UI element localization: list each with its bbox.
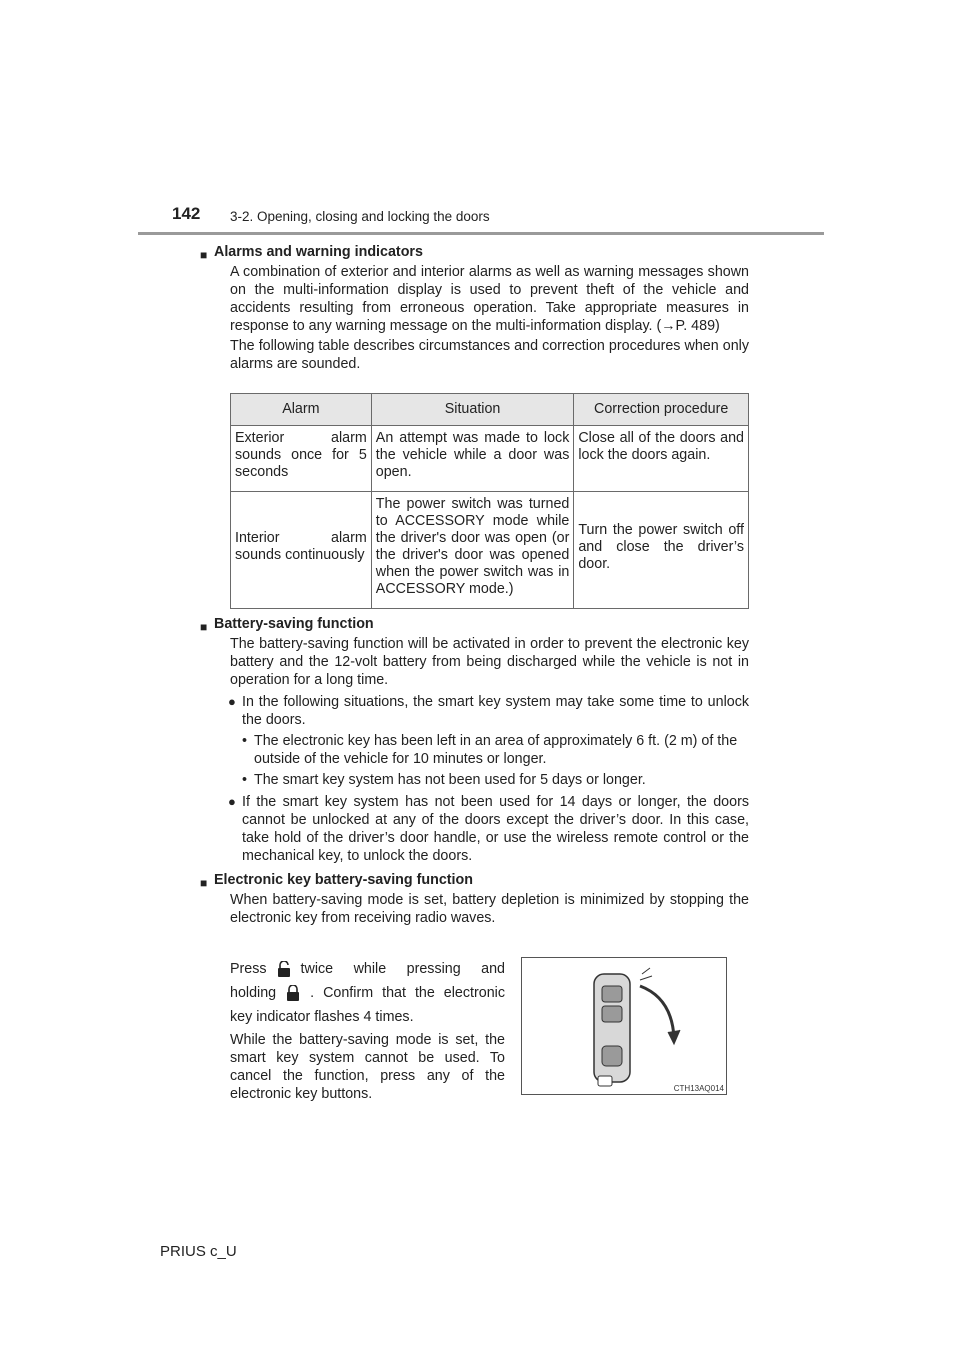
electronic-key-figure [521, 957, 727, 1095]
battery-heading: ■ Battery-saving function [200, 616, 374, 634]
table-header-cell: Correction procedure [574, 394, 749, 426]
circle-bullet-icon: ● [228, 794, 236, 809]
table-row [231, 426, 749, 492]
table-cell: Interior alarm sounds continuously [231, 492, 372, 609]
ekey-heading: ■ Electronic key battery-saving function [200, 872, 473, 890]
table-cell: Exterior alarm sounds once for 5 seconds [231, 426, 372, 492]
ekey-cancel-paragraph: While the battery-saving mode is set, the smart key system cannot be used. To cancel the function, press any of the electronic key buttons. [230, 1032, 505, 1102]
press-instruction: Press twice while pressing and holding . Confirm that the electronic key indicator flashes 4 times. [230, 961, 505, 1025]
alarms-heading: ■ Alarms and warning indicators [200, 244, 423, 262]
dot-bullet-icon: • [242, 733, 248, 749]
list-item: ● If the smart key system has not been used for 14 days or longer, the doors cannot be unlocked at any of the doors except the driver’s door. In this case, take hold of the driver’s door handle, or use the wireless remote control or the mechanical key, to unlock the doors. [228, 794, 749, 864]
electronic-key-illustration [522, 958, 726, 1094]
table-header-cell: Situation [371, 394, 574, 426]
alarms-paragraph: A combination of exterior and interior alarms as well as warning messages shown on the multi-information display is used to prevent theft of the vehicle and accidents resulting from erroneous operation. Take appropriate measures in response to any warning message on the multi-information display. (→P. 489) [230, 264, 749, 334]
table-cell: An attempt was made to lock the vehicle while a door was open. [371, 426, 574, 492]
list-item: • The smart key system has not been used for 5 days or longer. [242, 772, 646, 788]
ekey-paragraph: When battery-saving mode is set, battery depletion is minimized by stopping the electronic key from receiving radio waves. [230, 892, 749, 926]
header-rule [138, 232, 824, 235]
square-bullet-icon: ■ [200, 876, 208, 890]
table-cell: Close all of the doors and lock the doors again. [574, 426, 749, 492]
footer-model: PRIUS c_U [160, 1243, 237, 1260]
list-item: • The electronic key has been left in an area of approximately 6 ft. (2 m) of the outside of the vehicle for 10 minutes or longer. [242, 733, 738, 767]
table-row [231, 492, 749, 609]
alarm-table [230, 393, 749, 609]
content-area [200, 243, 749, 929]
page-number: 142 [172, 204, 201, 223]
square-bullet-icon: ■ [200, 248, 208, 262]
table-header-cell: Alarm [231, 394, 372, 426]
circle-bullet-icon: ● [228, 694, 236, 709]
lock-icon [286, 985, 300, 1001]
dot-bullet-icon: • [242, 772, 248, 788]
battery-paragraph: The battery-saving function will be activated in order to prevent the electronic key battery and the 12-volt battery from being discharged while the vehicle is not in operation for a long time. [230, 636, 749, 688]
table-header-row [231, 394, 749, 426]
table-cell: The power switch was turned to ACCESSORY mode while the driver's door was open (or the driver's door was opened when the power switch was in ACCESSORY mode.) [371, 492, 574, 609]
section-title: 3-2. Opening, closing and locking the doors [230, 209, 490, 224]
table-cell: Turn the power switch off and close the driver’s door. [574, 492, 749, 609]
square-bullet-icon: ■ [200, 620, 208, 634]
figure-code: CTH13AQ014 [673, 1084, 724, 1093]
ekey-instructions [230, 957, 505, 1117]
list-item: ● In the following situations, the smart key system may take some time to unlock the doors. [228, 694, 749, 728]
alarms-table-intro: The following table describes circumstances and correction procedures when only alarms are sounded. [230, 338, 749, 372]
unlock-icon [277, 961, 291, 977]
